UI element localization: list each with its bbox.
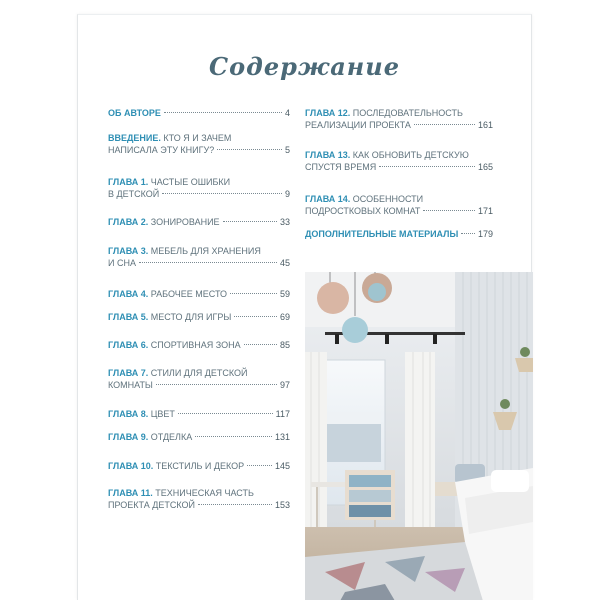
toc-chapter-title: ПРОЕКТА ДЕТСКОЙ xyxy=(108,500,195,510)
toc-leader-dots xyxy=(217,149,282,150)
toc-chapter-number: ГЛАВА 2. xyxy=(108,217,149,227)
toc-chapter-title: КОМНАТЫ xyxy=(108,380,153,390)
toc-page-number: 9 xyxy=(284,189,290,199)
toc-chapter-title: КАК ОБНОВИТЬ ДЕТСКУЮ xyxy=(350,150,469,160)
toc-entry[interactable] xyxy=(108,132,290,156)
toc-entry[interactable] xyxy=(108,367,290,391)
toc-leader-dots xyxy=(234,316,277,317)
toc-entry[interactable] xyxy=(108,431,290,443)
toc-leader-dots xyxy=(195,436,272,437)
toc-chapter-number: ГЛАВА 10. xyxy=(108,461,154,471)
toc-leader-dots xyxy=(178,413,273,414)
toc-chapter-number: ГЛАВА 8. xyxy=(108,409,149,419)
toc-chapter-title: КТО Я И ЗАЧЕМ xyxy=(160,133,232,143)
toc-leader-dots xyxy=(139,262,277,263)
toc-leader-dots xyxy=(461,233,475,234)
toc-chapter-number: ГЛАВА 14. xyxy=(305,194,351,204)
toc-leader-dots xyxy=(156,384,277,385)
toc-chapter-number: ГЛАВА 12. xyxy=(305,108,351,118)
toc-chapter-number: ГЛАВА 9. xyxy=(108,432,149,442)
toc-leader-dots xyxy=(244,344,277,345)
toc-chapter-title: ЦВЕТ xyxy=(148,409,175,419)
toc-chapter-number: ГЛАВА 13. xyxy=(305,150,351,160)
toc-chapter-title: ТЕКСТИЛЬ И ДЕКОР xyxy=(153,461,245,471)
toc-leader-dots xyxy=(162,193,282,194)
toc-chapter-title: СПОРТИВНАЯ ЗОНА xyxy=(148,340,241,350)
toc-chapter-title: ОСОБЕННОСТИ xyxy=(350,194,424,204)
toc-chapter-number: ГЛАВА 7. xyxy=(108,368,149,378)
toc-page-number: 59 xyxy=(279,289,290,299)
toc-page-number: 4 xyxy=(284,108,290,118)
toc-chapter-number: ГЛАВА 11. xyxy=(108,488,153,498)
toc-entry[interactable] xyxy=(108,245,290,269)
toc-chapter-number: ГЛАВА 5. xyxy=(108,312,149,322)
toc-entry[interactable] xyxy=(305,193,493,217)
toc-entry[interactable] xyxy=(108,487,290,511)
toc-entry[interactable] xyxy=(108,107,290,119)
toc-chapter-title: ПОСЛЕДОВАТЕЛЬНОСТЬ xyxy=(350,108,463,118)
toc-chapter-title: ЧАСТЫЕ ОШИБКИ xyxy=(148,177,231,187)
toc-entry[interactable] xyxy=(108,288,290,300)
toc-leader-dots xyxy=(223,221,277,222)
toc-entry[interactable] xyxy=(108,216,290,228)
toc-chapter-title: ЗОНИРОВАНИЕ xyxy=(148,217,220,227)
toc-chapter-number: ГЛАВА 3. xyxy=(108,246,149,256)
toc-page-number: 117 xyxy=(275,409,290,419)
toc-page-number: 153 xyxy=(274,500,290,510)
book-page xyxy=(77,14,532,600)
toc-chapter-number: ОБ АВТОРЕ xyxy=(108,108,161,118)
toc-chapter-title: И СНА xyxy=(108,258,136,268)
toc-chapter-title: ТЕХНИЧЕСКАЯ ЧАСТЬ xyxy=(152,488,254,498)
toc-leader-dots xyxy=(423,210,475,211)
toc-chapter-number: ГЛАВА 1. xyxy=(108,177,149,187)
toc-chapter-title: МЕСТО ДЛЯ ИГРЫ xyxy=(148,312,232,322)
toc-page-number: 131 xyxy=(274,432,290,442)
toc-page-number: 45 xyxy=(279,258,290,268)
toc-chapter-title: В ДЕТСКОЙ xyxy=(108,189,160,199)
toc-leader-dots xyxy=(247,465,272,466)
toc-chapter-number: ГЛАВА 6. xyxy=(108,340,149,350)
toc-leader-dots xyxy=(164,112,282,113)
toc-page-number: 179 xyxy=(477,229,493,239)
toc-chapter-title: СПУСТЯ ВРЕМЯ xyxy=(305,162,377,172)
toc-entry[interactable] xyxy=(305,107,493,131)
toc-chapter-title: ОТДЕЛКА xyxy=(148,432,193,442)
toc-page-number: 97 xyxy=(279,380,290,390)
toc-entry[interactable] xyxy=(108,460,290,472)
toc-chapter-title: СТИЛИ ДЛЯ ДЕТСКОЙ xyxy=(148,368,248,378)
page-title: Содержание xyxy=(209,52,400,81)
toc-chapter-title: РЕАЛИЗАЦИИ ПРОЕКТА xyxy=(305,120,411,130)
toc-page-number: 5 xyxy=(284,145,290,155)
toc-entry[interactable] xyxy=(108,311,290,323)
toc-chapter-title: НАПИСАЛА ЭТУ КНИГУ? xyxy=(108,145,215,155)
toc-leader-dots xyxy=(379,166,475,167)
toc-leader-dots xyxy=(414,124,475,125)
toc-entry[interactable] xyxy=(305,149,493,173)
toc-page-number: 85 xyxy=(279,340,290,350)
toc-chapter-title: ПОДРОСТКОВЫХ КОМНАТ xyxy=(305,206,421,216)
toc-chapter-number: ВВЕДЕНИЕ. xyxy=(108,133,161,143)
toc-page-number: 69 xyxy=(279,312,290,322)
toc-page-number: 145 xyxy=(274,461,290,471)
toc-page-number: 161 xyxy=(477,120,493,130)
toc-page-number: 165 xyxy=(477,162,493,172)
toc-entry[interactable] xyxy=(108,339,290,351)
kids-room-photo xyxy=(305,272,533,600)
toc-chapter-number: ДОПОЛНИТЕЛЬНЫЕ МАТЕРИАЛЫ xyxy=(305,229,459,239)
toc-chapter-title: МЕБЕЛЬ ДЛЯ ХРАНЕНИЯ xyxy=(148,246,261,256)
toc-entry[interactable] xyxy=(108,408,290,420)
toc-page-number: 171 xyxy=(477,206,493,216)
toc-entry[interactable] xyxy=(108,176,290,200)
toc-entry[interactable] xyxy=(305,228,493,240)
toc-leader-dots xyxy=(230,293,277,294)
toc-leader-dots xyxy=(198,504,272,505)
toc-page-number: 33 xyxy=(279,217,290,227)
toc-chapter-title: РАБОЧЕЕ МЕСТО xyxy=(148,289,228,299)
toc-chapter-number: ГЛАВА 4. xyxy=(108,289,149,299)
